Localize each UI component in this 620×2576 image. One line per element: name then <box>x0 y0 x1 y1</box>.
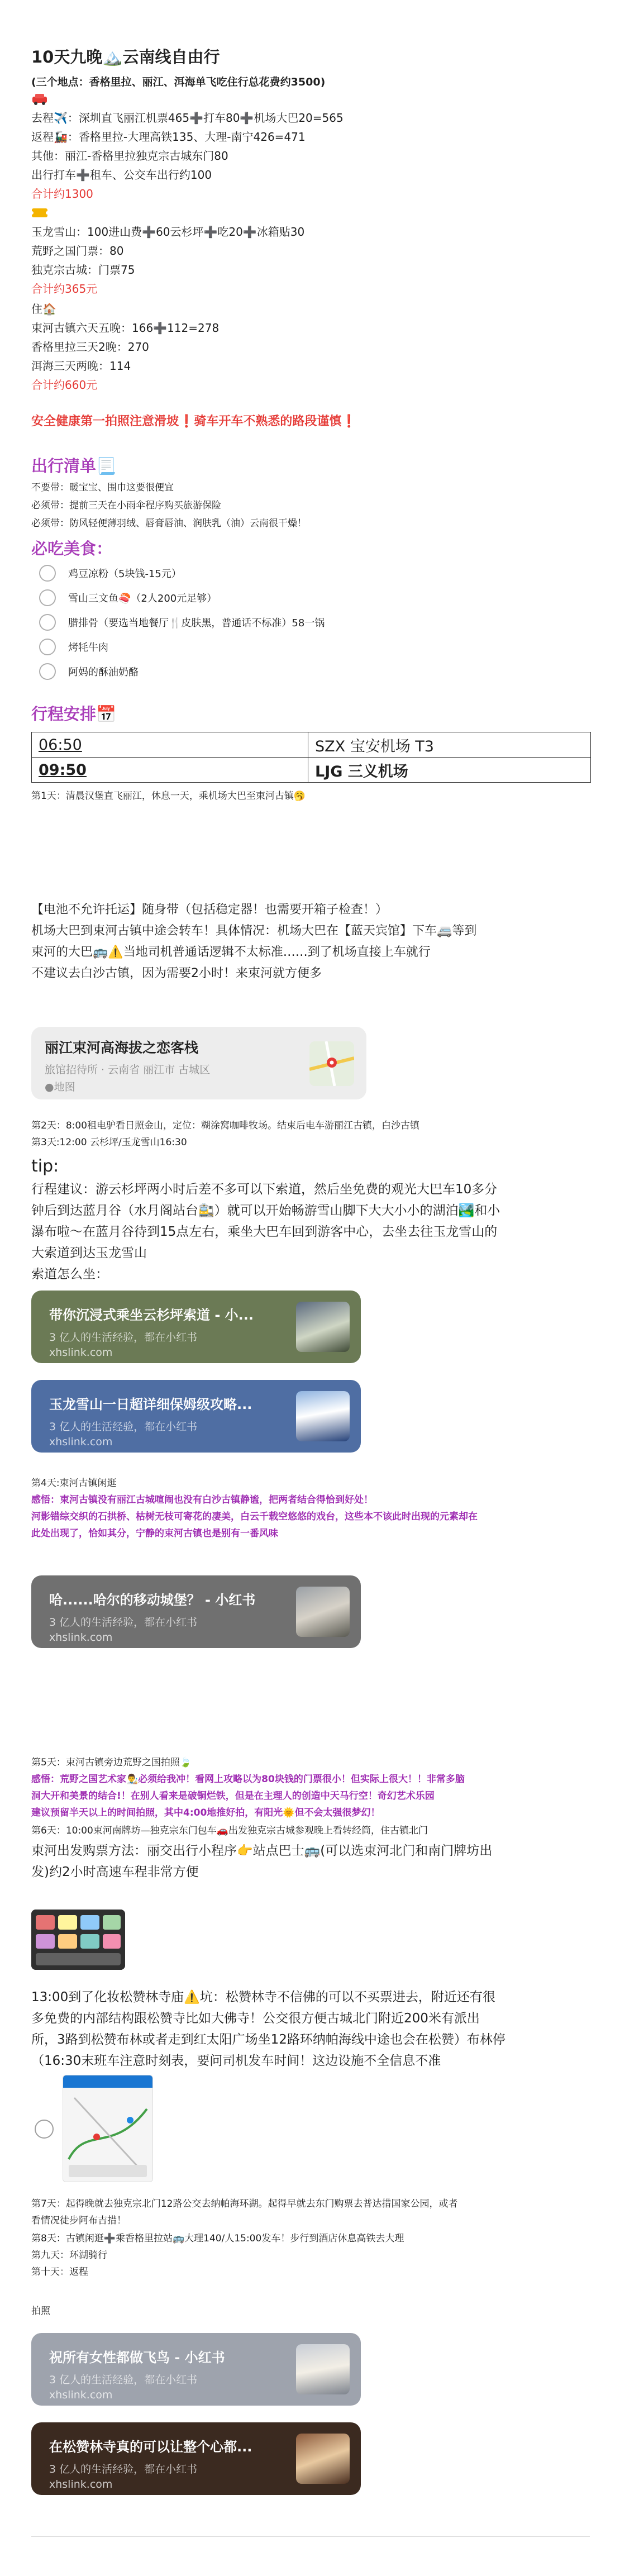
power-line: 不建议去白沙古镇，因为需要2小时！来束河就方便多 <box>31 966 322 980</box>
food-label: 腊排骨（要选当地餐厅🍴皮肤黑，普通话不标准）58一锅 <box>68 617 325 629</box>
food-label: 鸡豆凉粉（5块钱-15元） <box>68 568 182 580</box>
page-title: 10天九晚🏔️云南线自由行 <box>31 47 220 66</box>
schedule-row <box>32 732 591 758</box>
card-url: xhslink.com <box>49 1436 113 1448</box>
stay-erhai: 洱海三天两晚：114 <box>31 359 131 373</box>
transport-local: 出行打车➕租车、公交车出行约100 <box>31 168 212 182</box>
transport-other: 其他：丽江-香格里拉独克宗古城东门80 <box>31 149 228 163</box>
stay-shuhe: 束河古镇六天五晚：166➕112=278 <box>31 321 220 335</box>
transport-back: 返程🚂：香格里拉-大理高铁135、大理-南宁426=471 <box>31 130 306 144</box>
checklist-item: 必须带：防风轻便薄羽绒、唇膏唇油、润肤乳（油）云南很干燥！ <box>31 518 307 529</box>
map-card-subtitle: 旅馆招待所 · 云南省 丽江市 古城区 <box>45 1064 211 1076</box>
schedule-table <box>31 732 591 783</box>
map-thumbnail <box>309 1041 354 1086</box>
day10-text: 第十天：返程 <box>31 2267 88 2278</box>
day8-text: 第8天：古镇闲逛➕乘香格里拉站🚌大理140/人15:00发车！步行到酒店休息高铁去大理 <box>31 2233 404 2244</box>
card-url: xhslink.com <box>49 2478 113 2491</box>
card-title: 哈......哈尔的移动城堡？ - 小红书 <box>49 1592 256 1608</box>
day5-line: 洞大开和美景的结合!！在别人看来是破铜烂铁，但是在主理人的创造中天马行空！奇幻艺术乐园 <box>31 1791 435 1802</box>
food-item[interactable] <box>39 562 182 584</box>
checkbox[interactable] <box>39 663 56 680</box>
xhs-link-card[interactable] <box>31 2333 361 2406</box>
map-card-title: 丽江束河高海拔之恋客栈 <box>45 1040 199 1056</box>
stay-shangri: 香格里拉三天2晚：270 <box>31 340 149 354</box>
ticket-icon <box>31 207 48 221</box>
checkbox[interactable] <box>39 589 56 606</box>
day6-line: 发)约2小时高速车程非常方便 <box>31 1865 199 1879</box>
card-url: xhslink.com <box>49 1631 113 1644</box>
card-subtitle: 3 亿人的生活经验，都在小红书 <box>49 1616 198 1629</box>
day3-text: 第3天:12:00 云杉坪/玉龙雪山16:30 <box>31 1137 187 1148</box>
stay-label: 住🏠 <box>31 302 56 316</box>
songzanlin-line: （16:30末班车注意时刻表，要问司机发车时间！这边设施不全信息不准 <box>31 2054 441 2068</box>
day9-text: 第九天：环湖骑行 <box>31 2250 107 2261</box>
day4-line: 河影错综交织的石拱桥、枯树无枝可寄花的凄美，白云千载空悠悠的戏台，这些本不该此时出现的元素却在 <box>31 1511 478 1522</box>
ticket-dukezong: 独克宗古城：门票75 <box>31 263 135 277</box>
power-line: 机场大巴到束河古镇中途会转车！具体情况：机场大巴在【蓝天宾馆】下车🚐等到 <box>31 924 477 938</box>
food-item[interactable] <box>39 611 325 634</box>
transport-out: 去程✈️：深圳直飞丽江机票465➕打车80➕机场大巴20=565 <box>31 111 344 125</box>
card-title: 在松赞林寺真的可以让整个心都... <box>49 2439 252 2455</box>
food-item[interactable] <box>39 587 217 609</box>
schedule-row <box>32 758 591 783</box>
tip-line: 瀑布啦～在蓝月谷待到15点左右，乘坐大巴车回到游客中心，去坐去往玉龙雪山的 <box>31 1225 498 1239</box>
food-item[interactable] <box>39 660 139 683</box>
schedule-time: 09:50 <box>32 758 308 783</box>
day7-line: 第7天：起得晚就去独克宗北门12路公交去纳帕海环湖。起得早就去东门购票去普达措国家公园，或者 <box>31 2198 458 2210</box>
tip-label: tip: <box>31 1156 59 1176</box>
day5-line: 建议预留半天以上的时间拍照，其中4:00地推好拍，有阳光🌞但不会太强很梦幻！ <box>31 1807 380 1818</box>
tip-line: 大索道到达玉龙雪山 <box>31 1246 147 1260</box>
day4-line: 此处出现了，恰如其分，宁静的束河古镇也是别有一番风味 <box>31 1528 278 1539</box>
power-line: 束河的大巴🚌⚠️当地司机普通话逻辑不太标准……到了机场直接上车就行 <box>31 945 431 959</box>
ticket-ancient: 荒野之国门票：80 <box>31 244 124 258</box>
tip-line: 行程建议：游云杉坪两小时后差不多可以下索道，然后坐免费的观光大巴车10多分 <box>31 1182 498 1197</box>
schedule-time: 06:50 <box>32 732 308 758</box>
day4-line: 感悟：束河古镇没有丽江古城喧闹也没有白沙古镇静谧，把两者结合得恰到好处！ <box>31 1494 373 1506</box>
food-label: 烤牦牛肉 <box>68 642 108 654</box>
card-thumbnail <box>296 1391 350 1441</box>
day2-text: 第2天：8:00租电驴看日照金山，定位：糊涂窝咖啡牧场。结束后电车游丽江古镇，白沙古镇 <box>31 1120 419 1131</box>
xhs-link-card[interactable] <box>31 1380 361 1453</box>
card-title: 带你沉浸式乘坐云杉坪索道 - 小... <box>49 1307 254 1323</box>
card-subtitle: 3 亿人的生活经验，都在小红书 <box>49 1331 198 1344</box>
card-subtitle: 3 亿人的生活经验，都在小红书 <box>49 1421 198 1433</box>
power-line: 【电池不允许托运】随身带（包括稳定器！也需要开箱子检查！） <box>31 903 388 917</box>
tip-line: 钟后到达蓝月谷（水月阁站台🚉）就可以开始畅游雪山脚下大大小小的湖泊🏞️和小 <box>31 1203 500 1218</box>
bus-map-screenshot-image[interactable] <box>63 2075 153 2182</box>
day5-line: 感悟：荒野之国艺术家👨‍🎨必须给我冲！看网上攻略以为80块钱的门票很小！但实际上很大！！非常多脑 <box>31 1774 465 1785</box>
card-subtitle: 3 亿人的生活经验，都在小红书 <box>49 2463 198 2475</box>
map-location-card[interactable] <box>31 1027 366 1099</box>
checklist-item: 不要带：暖宝宝、围巾这要很便宜 <box>31 482 174 493</box>
card-thumbnail <box>296 1302 350 1352</box>
schedule-place: SZX 宝安机场 T3 <box>308 732 591 758</box>
card-title: 祝所有女性都做飞鸟 - 小红书 <box>49 2350 225 2365</box>
xhs-link-card[interactable] <box>31 2422 361 2495</box>
safety-warning: 安全健康第一拍照注意滑坡❗️骑车开车不熟悉的路段谨慎❗️ <box>31 415 357 428</box>
checkbox[interactable] <box>39 565 56 582</box>
checklist-title: 出行清单📃 <box>31 456 117 475</box>
select-circle[interactable] <box>35 2120 54 2139</box>
bottom-divider <box>31 2536 590 2537</box>
card-thumbnail <box>296 1587 350 1637</box>
songzanlin-line: 13:00到了化妆松赞林寺庙⚠️坑：松赞林寺不信佛的可以不买票进去，附近还有很 <box>31 1990 495 2004</box>
ticket-jade: 玉龙雪山：100进山费➕60云杉坪➕吃20➕冰箱贴30 <box>31 225 305 239</box>
day6-title: 第6天：10:00束河南牌坊—独克宗东门包车🚗出发独克宗古城参观晚上看转经筒，住古镇北门 <box>31 1825 428 1836</box>
schedule-place: LJG 三义机场 <box>308 758 591 783</box>
card-thumbnail <box>296 2344 350 2394</box>
xhs-link-card[interactable] <box>31 1291 361 1363</box>
card-url: xhslink.com <box>49 1346 113 1359</box>
tip-line: 索道怎么坐： <box>31 1267 108 1282</box>
stay-total: 合计约660元 <box>31 378 98 392</box>
card-url: xhslink.com <box>49 2389 113 2401</box>
day6-line: 束河出发购票方法：丽交出行小程序👉站点巴士🚌(可以选束河北门和南门牌坊出 <box>31 1844 493 1858</box>
card-subtitle: 3 亿人的生活经验，都在小红书 <box>49 2374 198 2386</box>
checklist-item: 必须带：提前三天在小雨伞程序购买旅游保险 <box>31 500 221 511</box>
card-thumbnail <box>296 2434 350 2484</box>
car-icon <box>31 92 48 108</box>
schedule-title: 行程安排📅 <box>31 704 117 723</box>
checkbox[interactable] <box>39 614 56 631</box>
food-label: 阿妈的酥油奶酪 <box>68 666 139 678</box>
food-item[interactable] <box>39 636 108 658</box>
songzanlin-line: 多免费的内部结构跟松赞寺比如大佛寺！公交很方便古城北门附近200米有派出 <box>31 2011 480 2026</box>
page-subtitle: (三个地点：香格里拉、丽江、洱海单飞吃住行总花费约3500) <box>31 76 326 88</box>
apple-icon: ● <box>45 1081 54 1093</box>
food-title: 必吃美食： <box>31 539 113 558</box>
ticket-total: 合计约365元 <box>31 282 98 296</box>
songzanlin-line: 所，3路到松赞布林或者走到红太阳广场坐12路环纳帕海线中途也会在松赞）布林停 <box>31 2032 505 2047</box>
map-card-tag: ●地图 <box>45 1081 75 1093</box>
food-label: 雪山三文鱼🍣（2人200元足够） <box>68 593 217 604</box>
transport-total: 合计约1300 <box>31 187 93 201</box>
card-title: 玉龙雪山一日超详细保姆级攻略... <box>49 1397 252 1412</box>
xhs-link-card[interactable] <box>31 1575 361 1648</box>
day5-title: 第5天：束河古镇旁边荒野之国拍照🍃 <box>31 1757 192 1768</box>
day1-text: 第1天：清晨汉堡直飞丽江，休息一天，乘机场大巴至束河古镇🥱 <box>31 791 306 802</box>
photo-label: 拍照 <box>31 2306 50 2317</box>
phone-screenshot-image[interactable] <box>31 1910 125 1970</box>
day4-title: 第4天:束河古镇闲逛 <box>31 1478 117 1489</box>
checkbox[interactable] <box>39 639 56 655</box>
day7-line: 看情况徒步阿布吉措！ <box>31 2215 126 2226</box>
